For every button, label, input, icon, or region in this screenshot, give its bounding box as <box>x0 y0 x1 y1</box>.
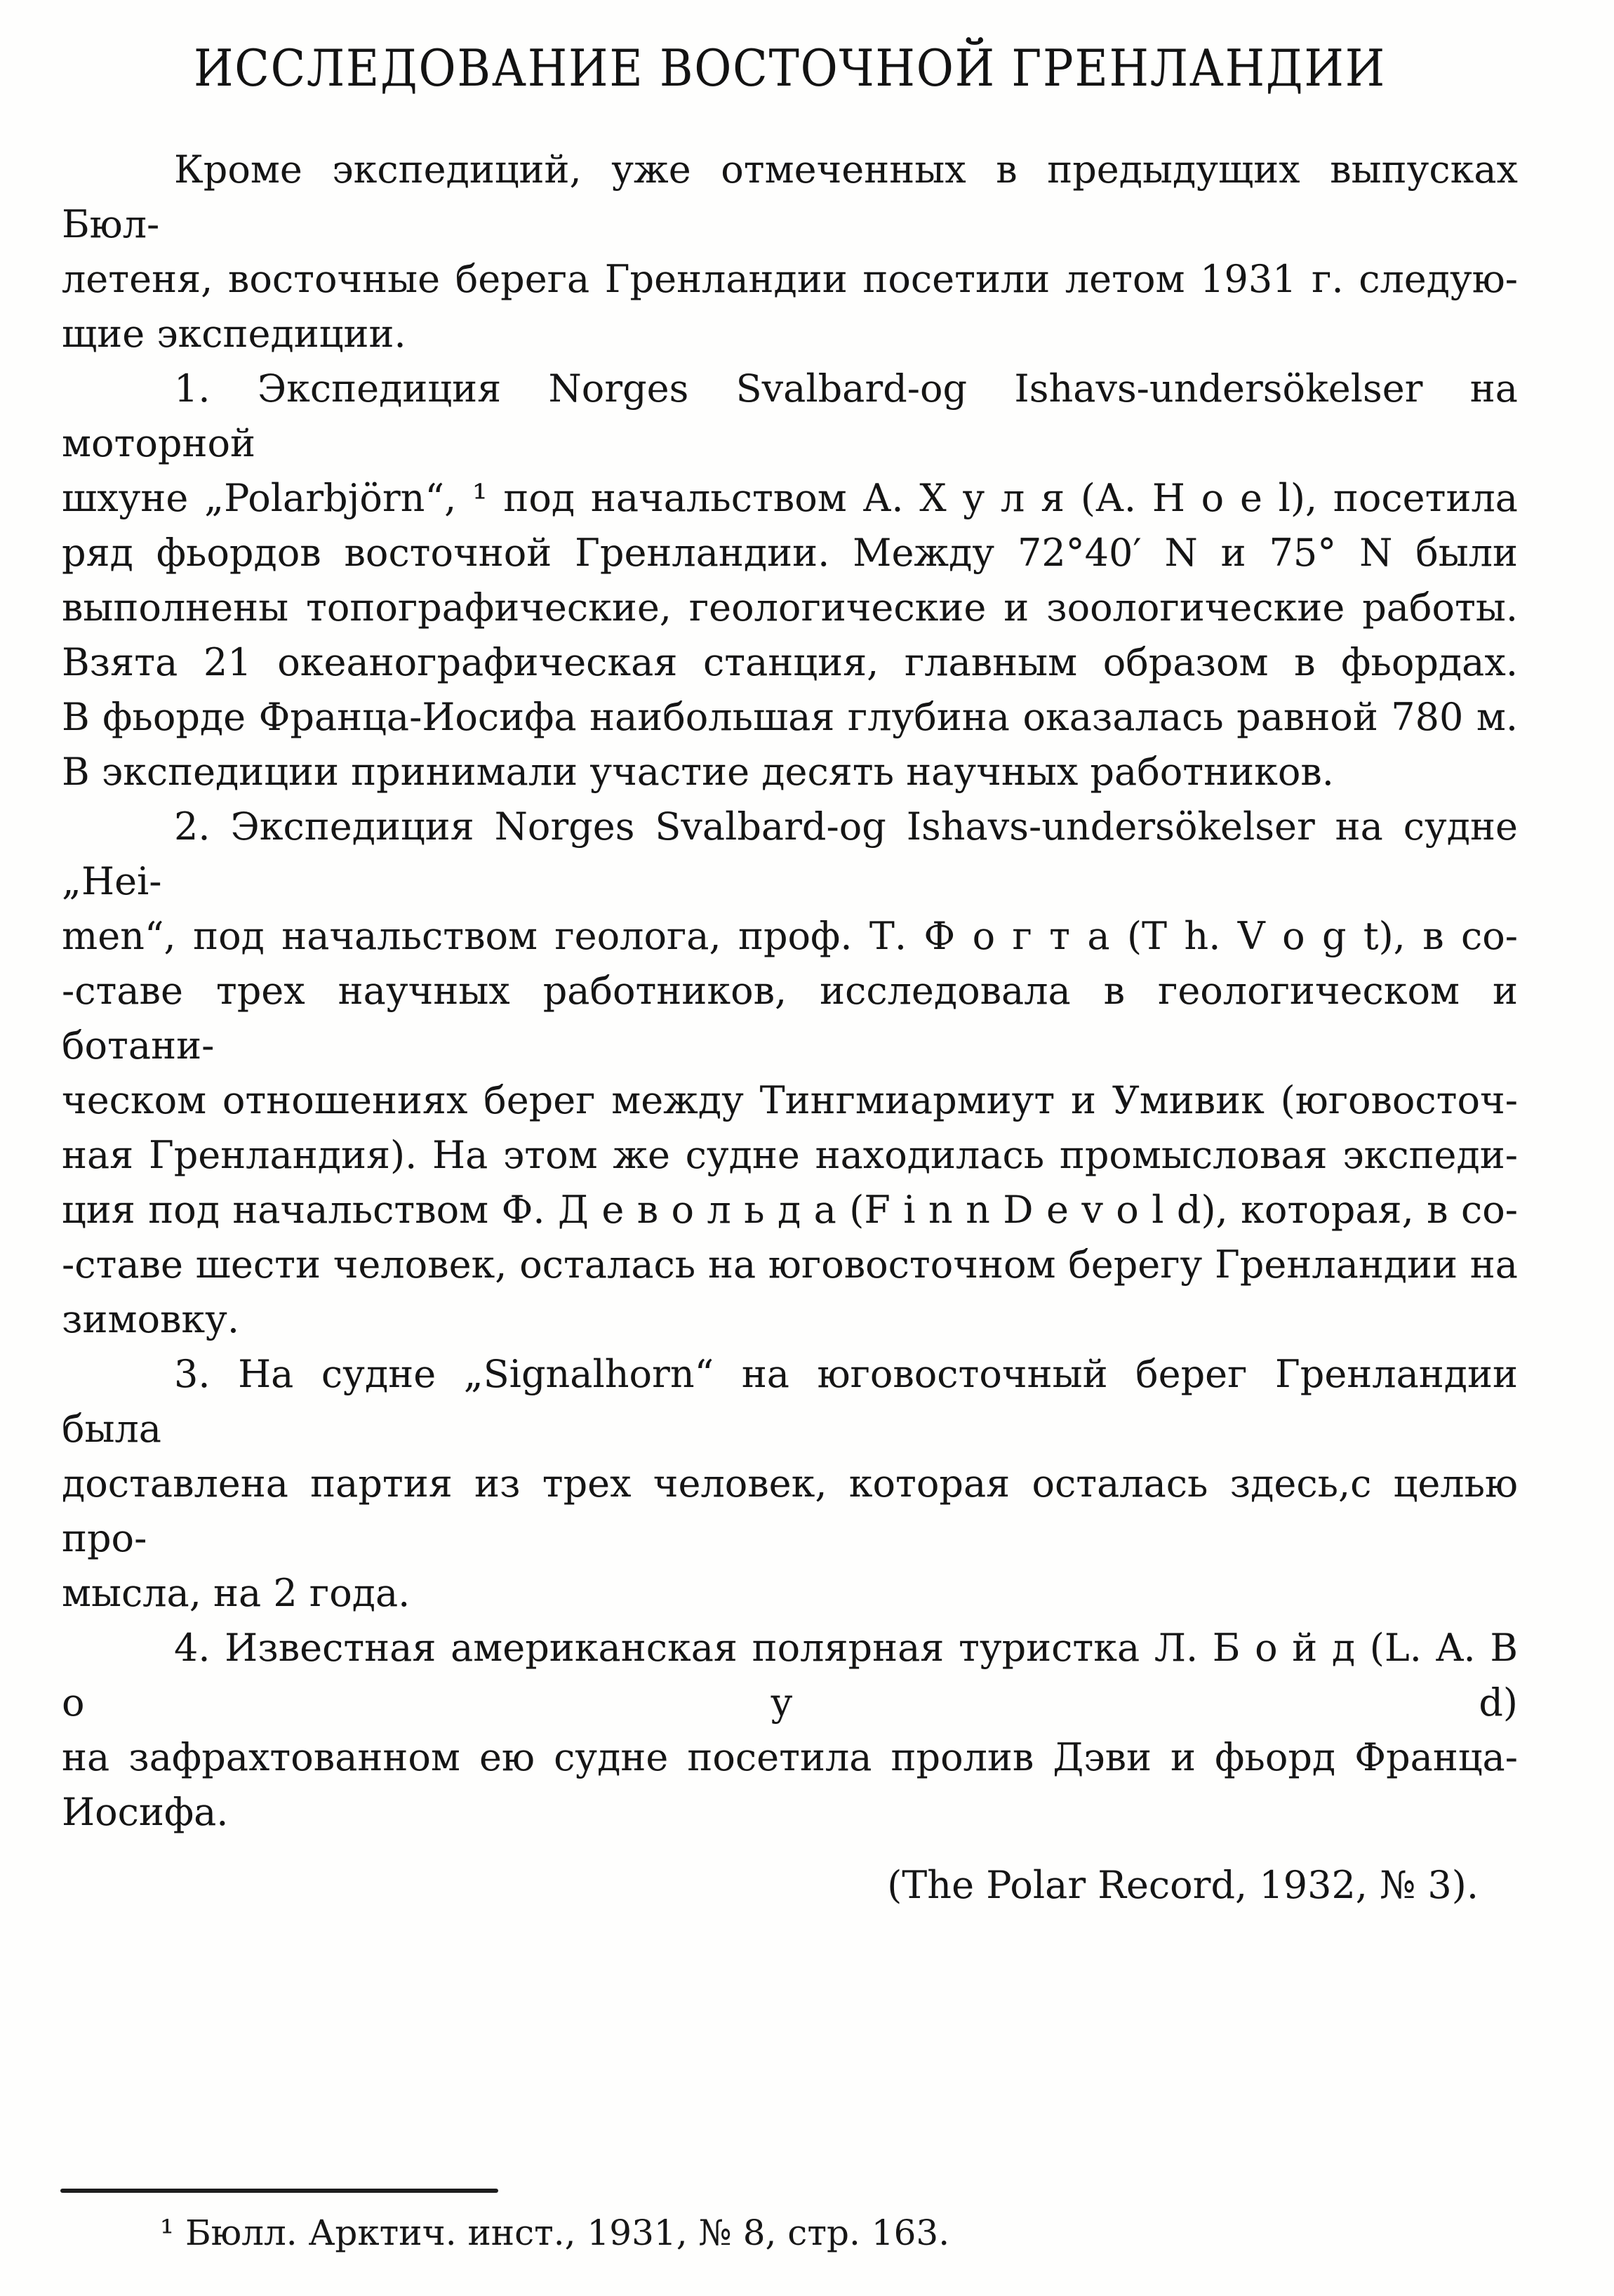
text-line: 2. Экспедиция Norges Svalbard-og Ishavs-undersökelser на судне „Hei- <box>62 804 1518 903</box>
text-line: щие экспедиции. <box>62 312 406 356</box>
text-line: ная Гренландия). На этом же судне находилась промысловая экспеди- <box>62 1133 1518 1177</box>
paragraph-expedition-3 <box>62 1347 1518 1621</box>
paragraph-intro <box>62 142 1518 361</box>
text-line: доставлена партия из трех человек, которая осталась здесь,с целью про- <box>62 1461 1518 1560</box>
text-line: зимовку. <box>62 1297 240 1341</box>
text-line: ряд фьордов восточной Гренландии. Между 72°40′ N и 75° N были <box>62 531 1518 575</box>
footnote: ¹ Бюлл. Арктич. инст., 1931, № 8, стр. 163. <box>160 2212 950 2253</box>
text-line: men“, под начальством геолога, проф. Т. Ф о г т а (T h. V o g t), в со- <box>62 914 1518 958</box>
paragraph-expedition-1 <box>62 361 1518 799</box>
text-line: -ставе шести человек, осталась на юговосточном берегу Гренландии на <box>62 1242 1518 1287</box>
text-line: ческом отношениях берег между Тингмиармиут и Умивик (юговосточ- <box>62 1078 1518 1122</box>
text-line: на зафрахтованном ею судне посетила пролив Дэви и фьорд Франца- <box>62 1735 1518 1779</box>
text-line: -ставе трех научных работников, исследовала в геологическом и ботани- <box>62 969 1518 1068</box>
paragraph-expedition-4 <box>62 1621 1518 1840</box>
text-line: ция под начальством Ф. Д е в о л ь д а (F i n n D e v o l d), которая, в со- <box>62 1188 1518 1232</box>
text-line: В экспедиции принимали участие десять научных работников. <box>62 750 1334 794</box>
text-line: Взята 21 океанографическая станция, главным образом в фьордах. <box>62 640 1518 684</box>
text-line: 4. Известная американская полярная туристка Л. Б о й д (L. A. B o y d) <box>62 1626 1518 1725</box>
text-line: 1. Экспедиция Norges Svalbard-og Ishavs-undersökelser на моторной <box>62 366 1518 465</box>
page-title: ИССЛЕДОВАНИЕ ВОСТОЧНОЙ ГРЕНЛАНДИИ <box>193 39 1387 98</box>
footnote-divider <box>60 2189 498 2193</box>
source-citation: (The Polar Record, 1932, № 3). <box>887 1863 1479 1907</box>
text-line: мысла, на 2 года. <box>62 1571 411 1615</box>
document-body <box>62 142 1518 1913</box>
text-line: 3. На судне „Signalhorn“ на юговосточный берег Гренландии была <box>62 1352 1518 1451</box>
text-line: Иосифа. <box>62 1790 229 1834</box>
text-line: выполнены топографические, геологические и зоологические работы. <box>62 585 1518 630</box>
text-line: Кроме экспедиций, уже отмеченных в предыдущих выпусках Бюл- <box>62 147 1518 246</box>
paragraph-expedition-2 <box>62 799 1518 1347</box>
text-line: шхуне „Polarbjörn“, ¹ под начальством А. Х у л я (А. H o e l), посетила <box>62 476 1518 520</box>
text-line: летеня, восточные берега Гренландии посетили летом 1931 г. следую- <box>62 257 1518 301</box>
text-line: В фьорде Франца-Иосифа наибольшая глубина оказалась равной 780 м. <box>62 695 1518 739</box>
